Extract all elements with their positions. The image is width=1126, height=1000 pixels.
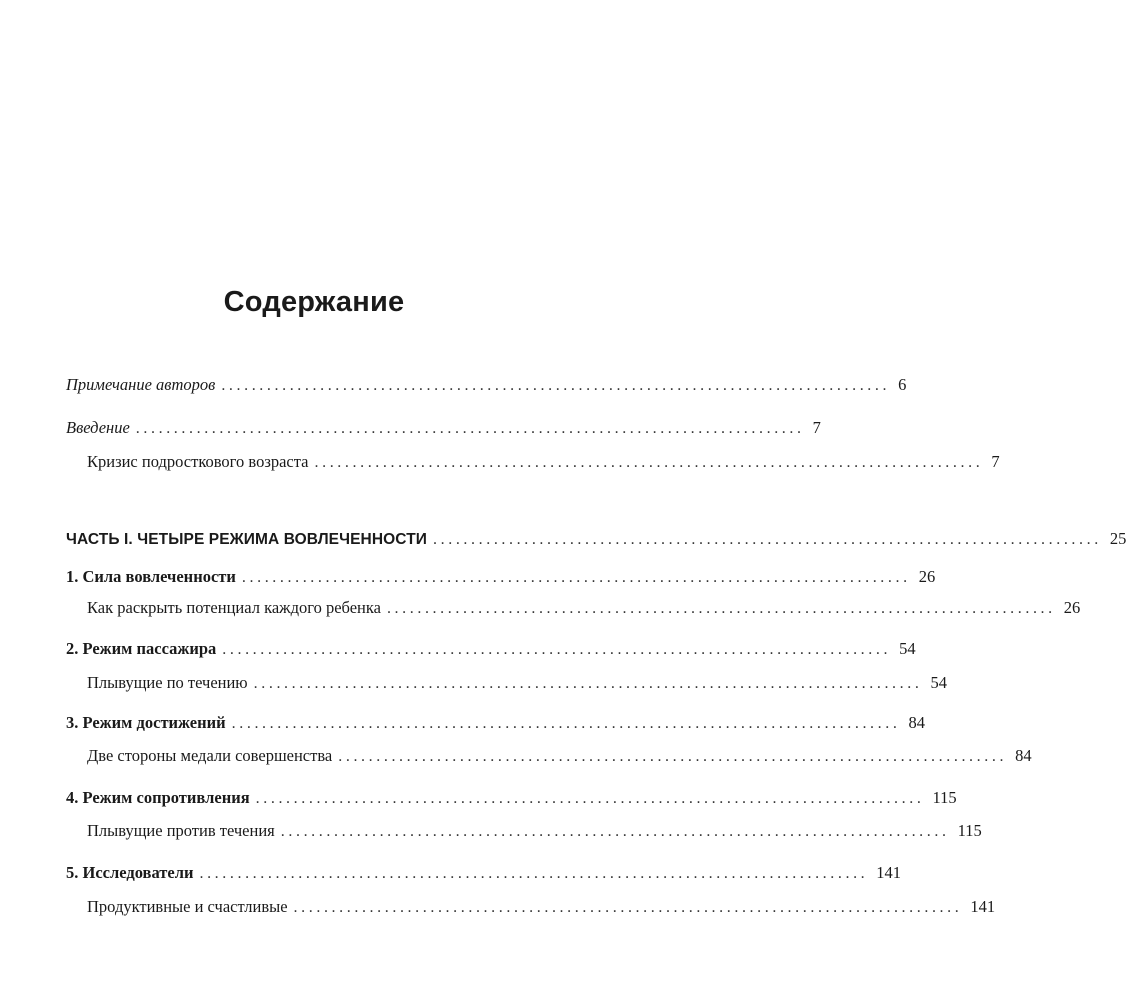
toc-entry-chapter-4-sub[interactable] <box>87 820 982 843</box>
toc-entry-chapter-1-sub[interactable] <box>87 597 1081 620</box>
dot-leader: ........................................................................................ <box>314 454 984 471</box>
toc-entry-chapter-3-sub[interactable] <box>87 745 1032 768</box>
dot-leader: ........................................................................................ <box>433 531 1102 548</box>
toc-entry-label: Примечание авторов <box>66 375 216 394</box>
toc-entry-authors-note[interactable] <box>66 374 907 397</box>
toc-entry-label: Две стороны медали совершенства <box>87 746 333 765</box>
toc-entry-label: Кризис подросткового возраста <box>87 452 309 471</box>
toc-entry-page: 6 <box>898 375 907 394</box>
toc-entry-label: ЧАСТЬ I. ЧЕТЫРЕ РЕЖИМА ВОВЛЕЧЕННОСТИ <box>66 531 428 548</box>
toc-entry-page: 84 <box>1015 746 1032 765</box>
toc-entry-page: 141 <box>876 863 902 882</box>
dot-leader: ........................................................................................ <box>338 748 1008 765</box>
dot-leader: ........................................................................................ <box>222 641 892 658</box>
toc-entry-page: 7 <box>991 452 1000 471</box>
toc-entry-page: 26 <box>1063 598 1081 617</box>
toc-entry-page: 141 <box>970 897 996 916</box>
toc-entry-label: 1. Сила вовлеченности <box>66 567 236 586</box>
toc-entry-introduction[interactable] <box>66 417 821 440</box>
toc-entry-label: 2. Режим пассажира <box>66 639 217 658</box>
dot-leader: ........................................................................................ <box>293 899 963 916</box>
toc-entry-page: 25 <box>1109 529 1126 548</box>
dot-leader: ........................................................................................ <box>253 675 923 692</box>
toc-entry-label: Плывущие против течения <box>87 821 275 840</box>
toc-entry-chapter-1[interactable] <box>66 566 936 589</box>
dot-leader: ........................................................................................ <box>221 377 891 394</box>
toc-entry-chapter-5-sub[interactable] <box>87 896 996 919</box>
toc-entry-page: 54 <box>899 639 916 658</box>
toc-entry-chapter-4[interactable] <box>66 787 957 810</box>
toc-entry-page: 115 <box>932 788 957 807</box>
toc-entry-label: 5. Исследователи <box>66 863 194 882</box>
page-title: Содержание <box>223 286 405 318</box>
toc-entry-label: 4. Режим сопротивления <box>66 788 250 807</box>
toc-entry-page: 26 <box>918 567 936 586</box>
dot-leader: ........................................................................................ <box>135 420 805 437</box>
toc-entry-part-1[interactable] <box>66 528 1126 551</box>
dot-leader: ........................................................................................ <box>386 600 1056 617</box>
dot-leader: ........................................................................................ <box>231 715 901 732</box>
dot-leader: ........................................................................................ <box>280 823 950 840</box>
toc-entry-chapter-2-sub[interactable] <box>87 672 947 695</box>
dot-leader: ........................................................................................ <box>255 790 925 807</box>
toc-entry-chapter-5[interactable] <box>66 862 902 885</box>
toc-entry-page: 7 <box>812 418 821 437</box>
toc-entry-label: Как раскрыть потенциал каждого ребенка <box>87 598 381 617</box>
toc-entry-page: 54 <box>930 673 947 692</box>
toc-entry-page: 115 <box>957 821 982 840</box>
toc-entry-label: Продуктивные и счастливые <box>87 897 288 916</box>
dot-leader: ........................................................................................ <box>199 865 869 882</box>
toc-entry-adolescence-crisis[interactable] <box>87 451 1000 474</box>
toc-entry-chapter-3[interactable] <box>66 712 925 735</box>
toc-entry-label: Плывущие по течению <box>87 673 248 692</box>
toc-entry-chapter-2[interactable] <box>66 638 916 661</box>
toc-entry-label: 3. Режим достижений <box>66 713 226 732</box>
dot-leader: ........................................................................................ <box>241 569 911 586</box>
toc-entry-page: 84 <box>908 713 925 732</box>
toc-entry-label: Введение <box>66 418 130 437</box>
